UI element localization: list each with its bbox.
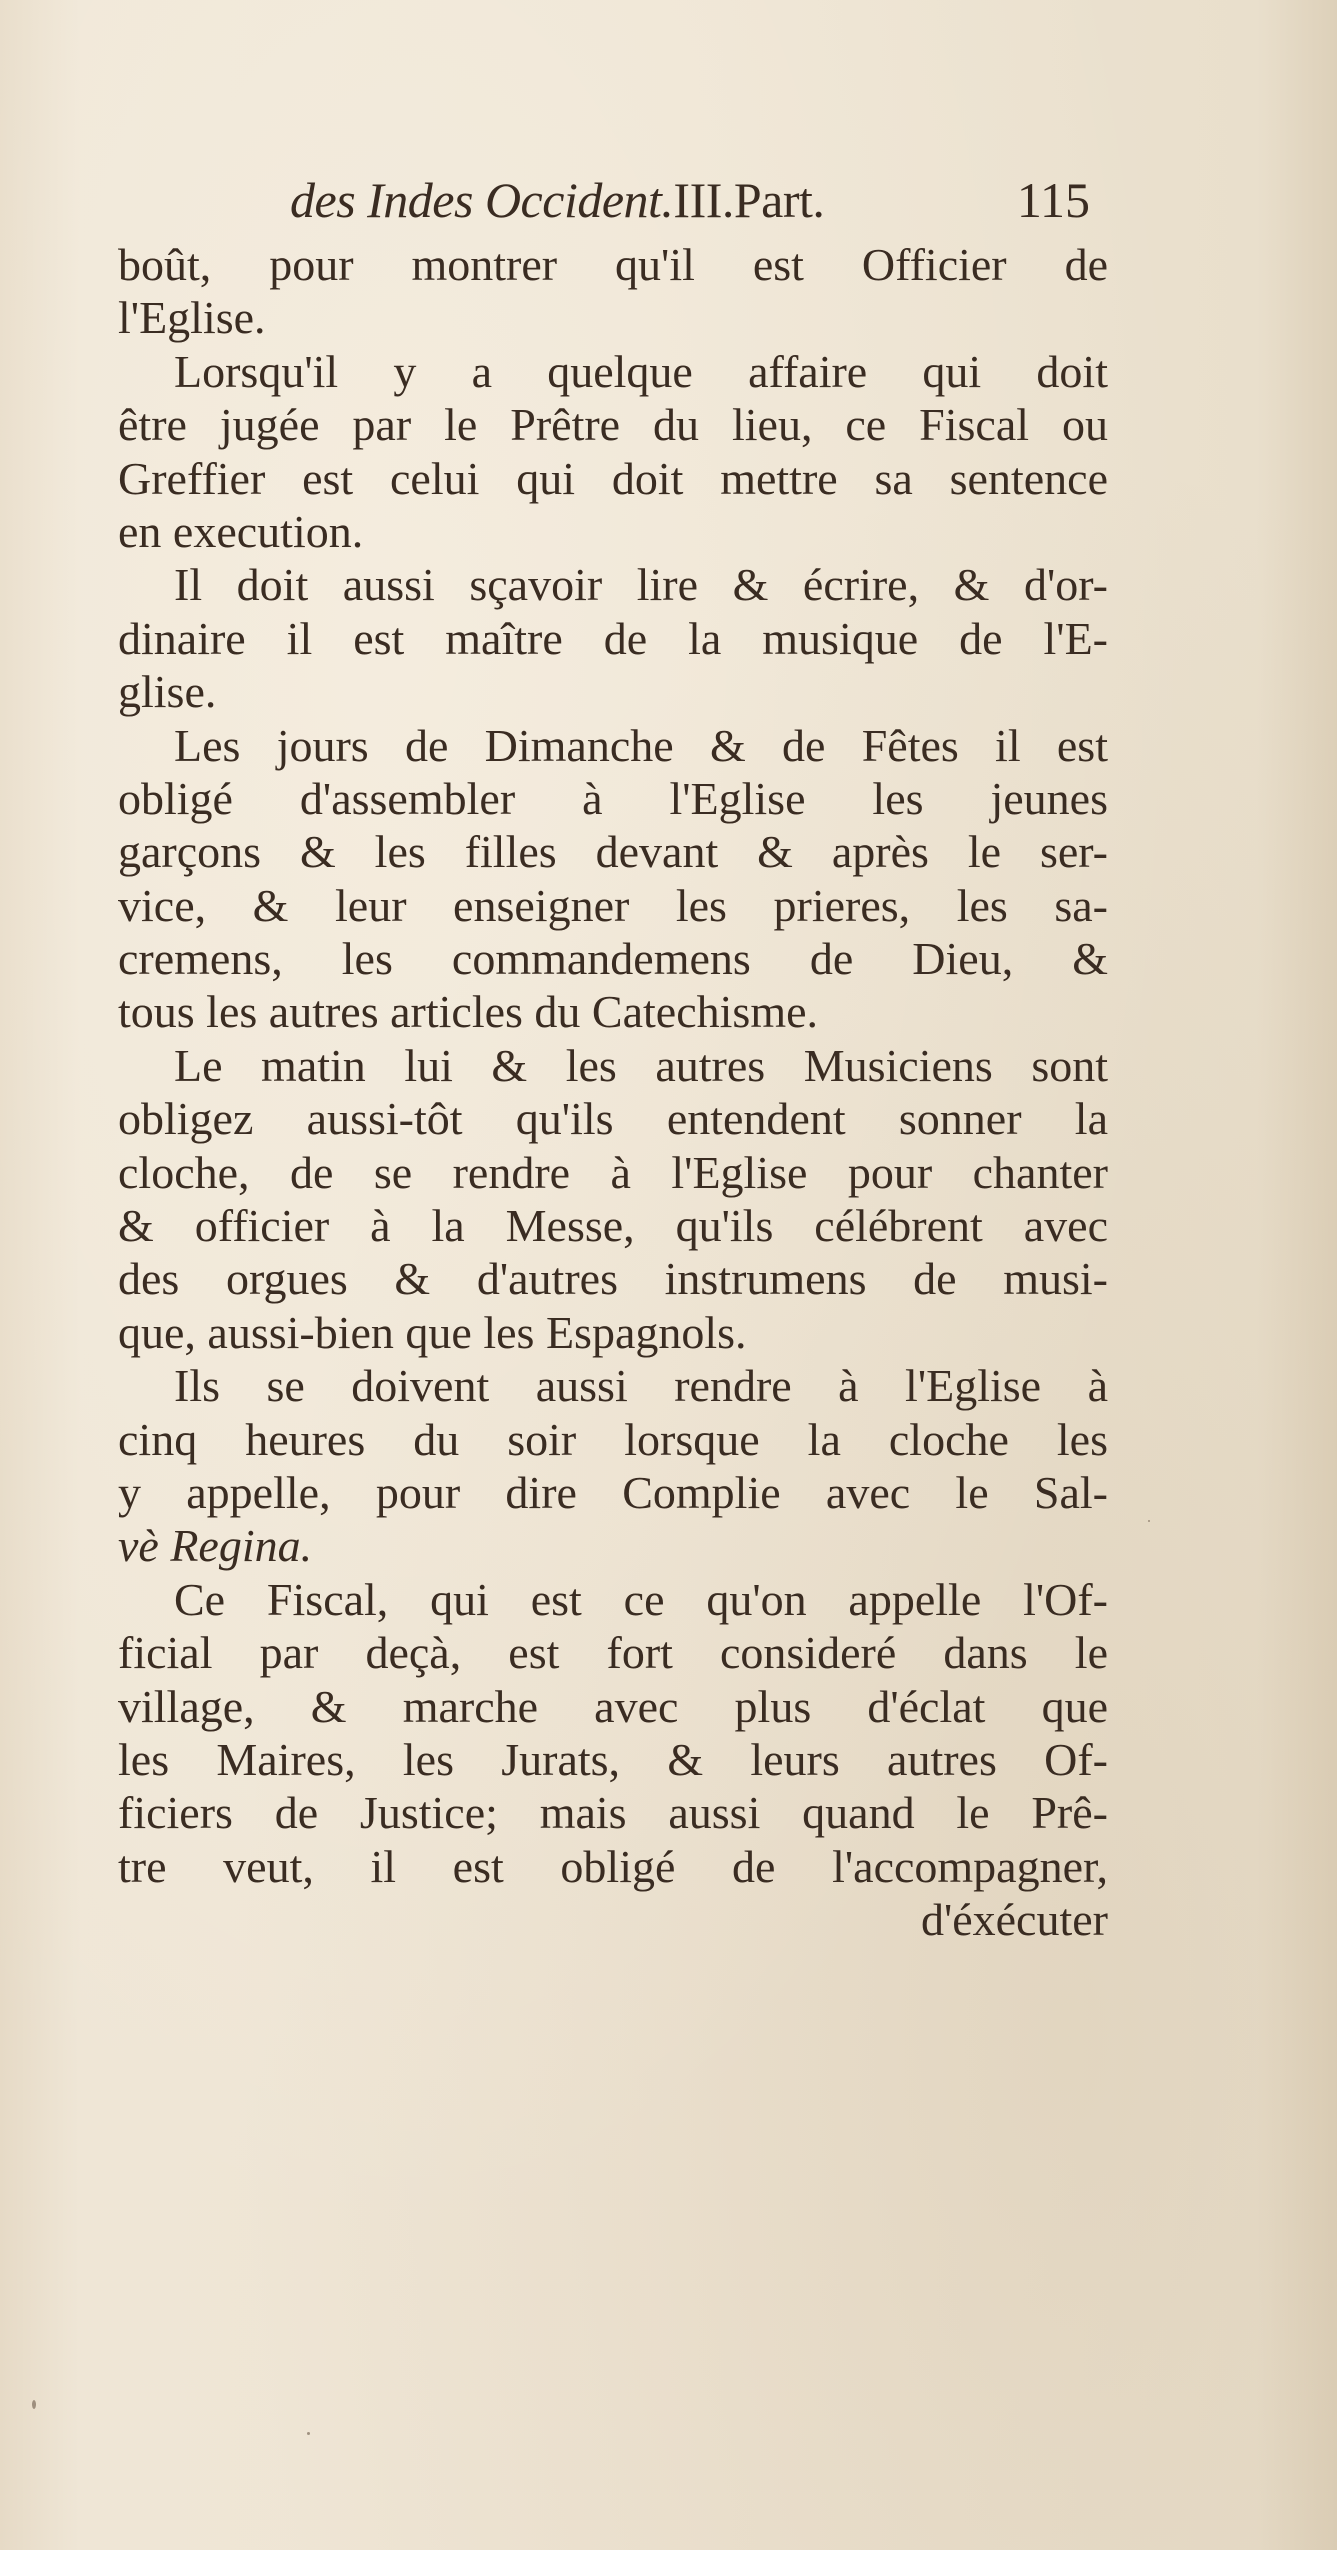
text-line: glise. bbox=[118, 666, 217, 718]
text-line: Le matin lui & les autres Musiciens sont bbox=[174, 1039, 1108, 1091]
running-part: III.Part. bbox=[673, 172, 825, 228]
text-line: obligez aussi-tôt qu'ils entendent sonner la bbox=[118, 1093, 1108, 1145]
text-line: tous les autres articles du Catechisme. bbox=[118, 986, 819, 1038]
text-line: en execution. bbox=[118, 505, 364, 557]
page-number: 115 bbox=[1016, 172, 1090, 228]
text-line: Ils se doivent aussi rendre à l'Eglise à bbox=[174, 1360, 1108, 1412]
speck bbox=[1148, 1520, 1150, 1522]
text-line: obligé d'assembler à l'Eglise les jeunes bbox=[118, 772, 1108, 824]
text-line: village, & marche avec plus d'éclat que bbox=[118, 1680, 1108, 1732]
text-line: cloche, de se rendre à l'Eglise pour chanter bbox=[118, 1146, 1108, 1198]
text-line: tre veut, il est obligé de l'accompagner, bbox=[118, 1840, 1108, 1892]
text-line: ficial par deçà, est fort consideré dans le bbox=[118, 1627, 1108, 1679]
text-line: ficiers de Justice; mais aussi quand le Prê- bbox=[118, 1787, 1108, 1839]
speck bbox=[32, 2400, 36, 2409]
running-title bbox=[290, 170, 824, 230]
running-title-text: des Indes Occident. bbox=[290, 172, 674, 228]
text-line: que, aussi-bien que les Espagnols. bbox=[118, 1306, 747, 1358]
catchword: d'éxécuter bbox=[920, 1894, 1108, 1946]
text-line: Les jours de Dimanche & de Fêtes il est bbox=[174, 719, 1108, 771]
text-line: l'Eglise. bbox=[118, 292, 266, 344]
text-line: les Maires, les Jurats, & leurs autres Of- bbox=[118, 1733, 1108, 1785]
text-line: cremens, les commandemens de Dieu, & bbox=[118, 933, 1108, 985]
text-line: garçons & les filles devant & après le ser- bbox=[118, 826, 1108, 878]
text-line: Lorsqu'il y a quelque affaire qui doit bbox=[174, 345, 1108, 397]
text-line: cinq heures du soir lorsque la cloche les bbox=[118, 1413, 1108, 1465]
running-head bbox=[290, 170, 1090, 230]
text-line: être jugée par le Prêtre du lieu, ce Fiscal ou bbox=[118, 399, 1108, 451]
text-line: & officier à la Messe, qu'ils célébrent avec bbox=[118, 1200, 1108, 1252]
text-line: vè Regina. bbox=[118, 1520, 313, 1572]
body-text bbox=[118, 238, 1108, 1947]
text-line: y appelle, pour dire Complie avec le Sal- bbox=[118, 1466, 1108, 1518]
text-line: vice, & leur enseigner les prieres, les sa- bbox=[118, 879, 1108, 931]
speck bbox=[307, 2432, 310, 2435]
text-line: boût, pour montrer qu'il est Officier de bbox=[118, 239, 1108, 290]
text-line: Greffier est celui qui doit mettre sa sentence bbox=[118, 452, 1108, 504]
text-line: dinaire il est maître de la musique de l'E- bbox=[118, 612, 1108, 664]
text-line: Ce Fiscal, qui est ce qu'on appelle l'Of- bbox=[174, 1573, 1108, 1625]
text-line: des orgues & d'autres instrumens de musi- bbox=[118, 1253, 1108, 1305]
text-line: Il doit aussi sçavoir lire & écrire, & d'or- bbox=[174, 559, 1108, 611]
